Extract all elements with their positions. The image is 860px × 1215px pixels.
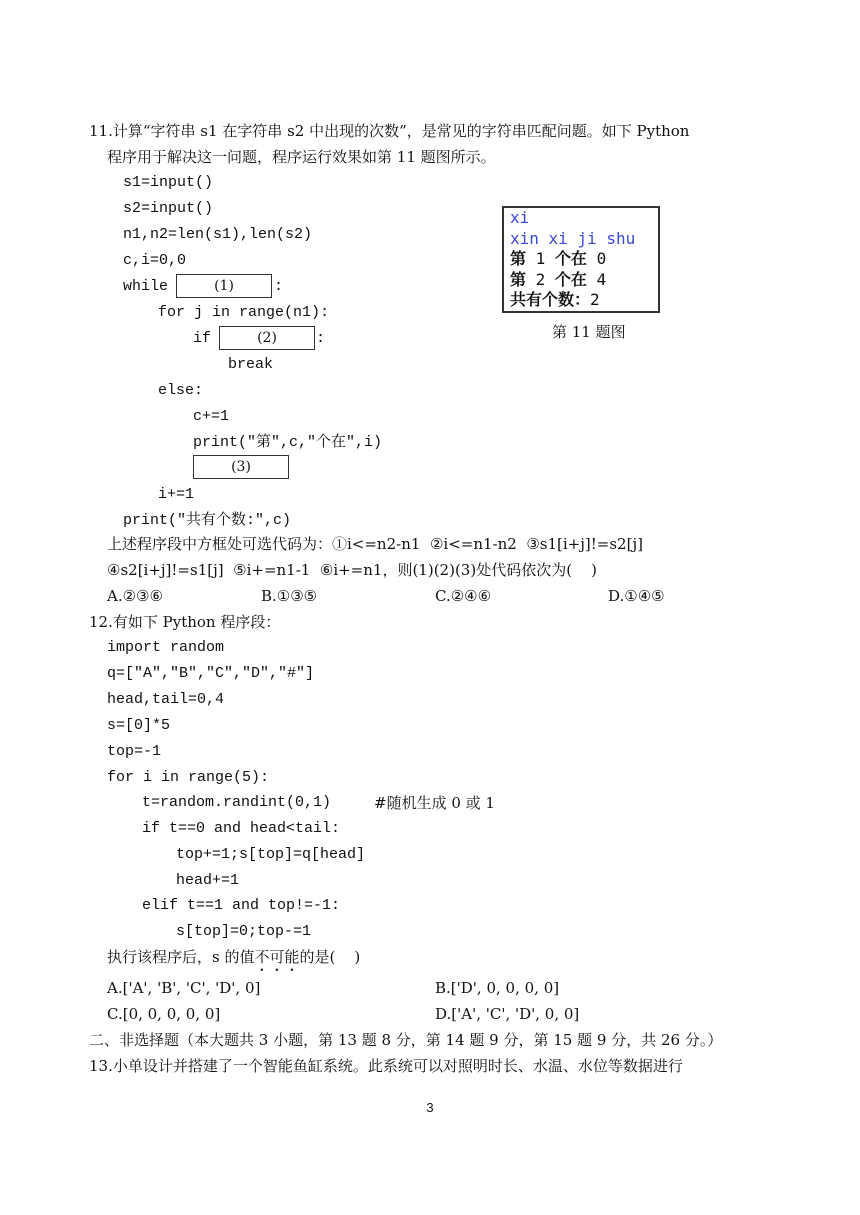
option-d: D.①④⑤ — [608, 587, 665, 605]
code-line: s=[0]*5 — [107, 717, 171, 734]
code-line: print("第",c,"个在",i) — [193, 434, 383, 451]
q12-stem: 12.有如下 Python 程序段： — [89, 613, 281, 631]
page-number: 3 — [426, 1100, 434, 1115]
code-colon: : — [316, 330, 326, 347]
blank-1: (1) — [176, 274, 272, 298]
option-a: A.['A', 'B', 'C', 'D', 0] — [107, 979, 261, 997]
option-c: C.②④⑥ — [435, 587, 492, 605]
console-line: xin xi ji shu — [510, 228, 636, 248]
code-line: top=-1 — [107, 743, 162, 760]
option-b: B.['D', 0, 0, 0, 0] — [435, 979, 560, 997]
q13-stem: 13.小单设计并搭建了一个智能鱼缸系统。此系统可以对照明时长、水温、水位等数据进行 — [89, 1057, 683, 1075]
code-line: break — [228, 356, 274, 373]
code-colon: : — [274, 278, 284, 295]
section-heading: 二、非选择题（本大题共 3 小题，第 13 题 8 分，第 14 题 9 分，第 15 题 9 分，共 26 分。） — [89, 1031, 723, 1049]
code-line: print("共有个数:",c) — [123, 512, 292, 529]
blank-3: (3) — [193, 455, 289, 479]
code-line: for j in range(n1): — [158, 304, 330, 321]
q12-question: 执行该程序后，s 的值不可能的是( ) — [107, 948, 361, 966]
figure-caption: 第 11 题图 — [552, 323, 626, 341]
console-line: 第 2 个在 4 — [510, 269, 607, 289]
code-line: s2=input() — [123, 200, 214, 217]
code-line: c,i=0,0 — [123, 252, 187, 269]
q11-choices-line2: ④s2[i+j]!=s1[j] ⑤i+=n1-1 ⑥i+=n1，则(1)(2)(3)处代码依次为( ) — [107, 561, 597, 579]
code-line: s1=input() — [123, 174, 214, 191]
code-line: else: — [158, 382, 204, 399]
code-comment: #随机生成 0 或 1 — [374, 794, 495, 812]
console-line: 共有个数：2 — [510, 290, 600, 309]
option-c: C.[0, 0, 0, 0, 0] — [107, 1005, 221, 1023]
blank-2: (2) — [219, 326, 315, 350]
code-line: while — [123, 278, 169, 295]
code-line: if t==0 and head<tail: — [142, 820, 341, 837]
code-line: n1,n2=len(s1),len(s2) — [123, 226, 313, 243]
code-line: elif t==1 and top!=-1: — [142, 897, 341, 914]
option-b: B.①③⑤ — [261, 587, 318, 605]
code-line: for i in range(5): — [107, 769, 270, 786]
code-line: if — [193, 330, 212, 347]
code-line: top+=1;s[top]=q[head] — [176, 846, 366, 863]
console-output-figure — [502, 206, 660, 313]
console-line: 第 1 个在 0 — [510, 249, 607, 268]
console-line: xi — [510, 208, 530, 227]
code-line: head,tail=0,4 — [107, 691, 225, 708]
option-a: A.②③⑥ — [107, 587, 163, 605]
option-d: D.['A', 'C', 'D', 0, 0] — [435, 1005, 580, 1023]
code-line: i+=1 — [158, 486, 195, 503]
code-line: q=["A","B","C","D","#"] — [107, 665, 315, 682]
code-line: head+=1 — [176, 872, 240, 889]
q11-choices-line1: 上述程序段中方框处可选代码为：①i<=n2-n1 ②i<=n1-n2 ③s1[i+j]!=s2[j] — [107, 535, 643, 553]
code-line: c+=1 — [193, 408, 230, 425]
q11-stem-line1: 11.计算“字符串 s1 在字符串 s2 中出现的次数”，是常见的字符串匹配问题。如下 Python — [89, 122, 690, 140]
code-line: t=random.randint(0,1) — [142, 794, 332, 811]
code-line: import random — [107, 639, 225, 656]
code-line: s[top]=0;top-=1 — [176, 923, 312, 940]
q11-stem-line2: 程序用于解决这一问题，程序运行效果如第 11 题图所示。 — [107, 148, 496, 166]
